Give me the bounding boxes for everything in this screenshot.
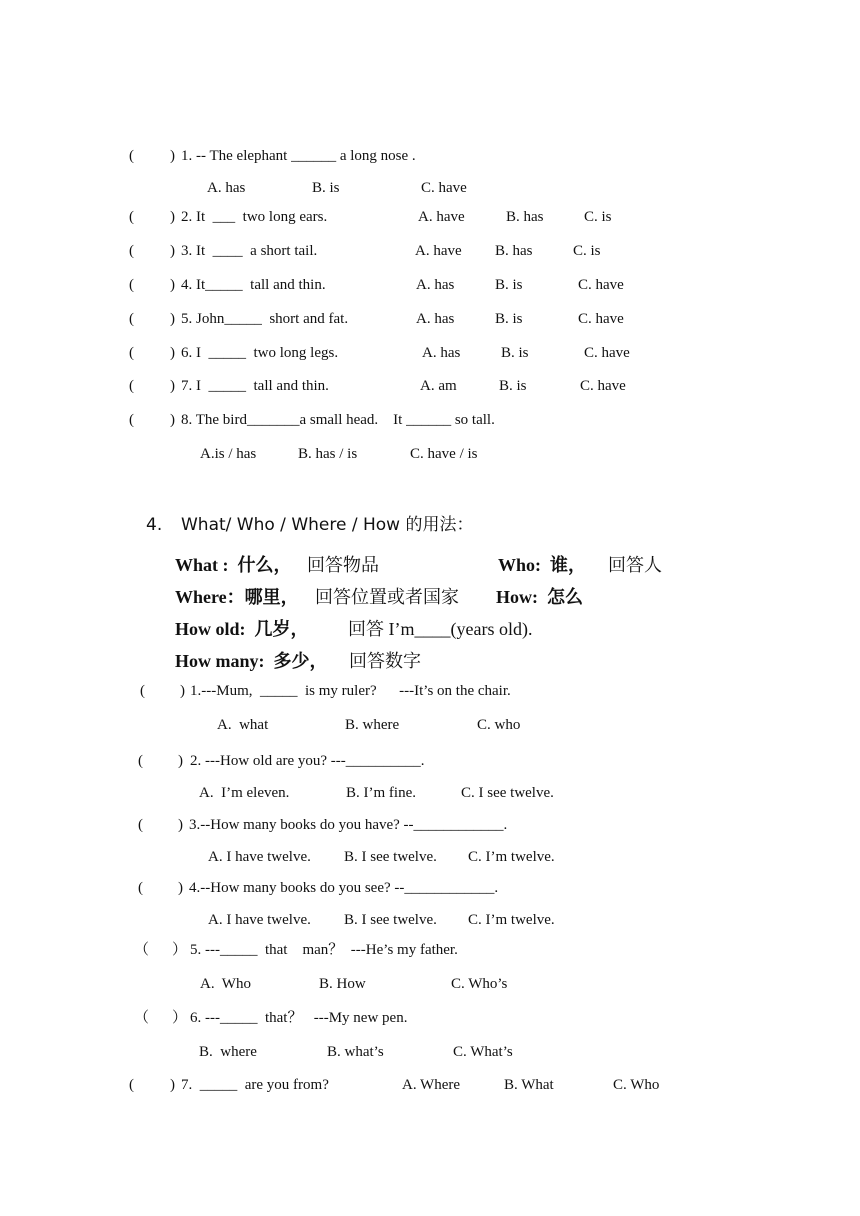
q8-stem: 8. The bird_______a small head. It ______ so tall.	[181, 412, 495, 428]
q3-paren-open: (	[129, 243, 134, 259]
s4-q4-stem: 4.--How many books do you see? --____________.	[189, 880, 499, 896]
q1-stem: 1. -- The elephant ______ a long nose .	[181, 148, 416, 164]
q3-option-c: C. is	[573, 243, 601, 259]
s4-q2-stem: 2. ---How old are you? ---__________.	[190, 753, 425, 769]
s4-q5-paren-close: ）	[172, 942, 188, 958]
s4-q2-option-b: B. I’m fine.	[346, 785, 416, 801]
q5-option-a: A. has	[416, 311, 455, 327]
s4-q7-paren-open: (	[129, 1077, 134, 1093]
s4-q1-paren-open: (	[140, 683, 145, 699]
q3-option-b: B. has	[495, 243, 533, 259]
s4-q4-paren-open: (	[138, 880, 143, 896]
q5-option-c: C. have	[578, 311, 624, 327]
q1-option-a: A. has	[207, 180, 246, 196]
note-what-key: What : 什么，	[175, 555, 292, 575]
q6-option-a: A. has	[422, 345, 461, 361]
s4-q7-option-c: C. Who	[613, 1077, 660, 1093]
q7-option-b: B. is	[499, 378, 527, 394]
s4-q5-paren-open: （	[134, 942, 150, 958]
q5-paren-open: (	[129, 311, 134, 327]
q4-paren-open: (	[129, 277, 134, 293]
s4-q1-paren-close: )	[180, 683, 185, 699]
s4-q5-option-a: A. Who	[200, 976, 251, 992]
s4-q2-option-a: A. I’m eleven.	[199, 785, 290, 801]
q7-option-a: A. am	[420, 378, 457, 394]
q8-option-b: B. has / is	[298, 446, 358, 462]
q4-option-a: A. has	[416, 277, 455, 293]
s4-q3-option-c: C. I’m twelve.	[468, 849, 555, 865]
q5-stem: 5. John_____ short and fat.	[181, 311, 349, 327]
q3-stem: 3. It ____ a short tail.	[181, 243, 318, 259]
q2-option-a: A. have	[418, 209, 465, 225]
s4-q6-option-b: B. what’s	[327, 1044, 384, 1060]
note-what-desc: 回答物品	[307, 555, 379, 575]
s4-q2-paren-close: )	[178, 753, 183, 769]
s4-q1-option-c: C. who	[477, 717, 521, 733]
s4-q3-option-a: A. I have twelve.	[208, 849, 311, 865]
s4-q1-stem: 1.---Mum, _____ is my ruler? ---It’s on the chair.	[190, 683, 511, 699]
note-who-key: Who: 谁，	[498, 555, 587, 575]
q2-paren-close: )	[170, 209, 175, 225]
note-where-desc: 回答位置或者国家	[315, 587, 459, 607]
s4-q4-option-c: C. I’m twelve.	[468, 912, 555, 928]
q1-option-c: C. have	[421, 180, 467, 196]
s4-q2-paren-open: (	[138, 753, 143, 769]
q4-option-b: B. is	[495, 277, 523, 293]
q2-option-b: B. has	[506, 209, 544, 225]
q8-paren-open: (	[129, 412, 134, 428]
q5-option-b: B. is	[495, 311, 523, 327]
q3-option-a: A. have	[415, 243, 462, 259]
s4-q3-option-b: B. I see twelve.	[344, 849, 437, 865]
s4-q3-paren-open: (	[138, 817, 143, 833]
q6-paren-close: )	[170, 345, 175, 361]
s4-q7-stem: 7. _____ are you from?	[181, 1077, 329, 1093]
q5-paren-close: )	[170, 311, 175, 327]
section4-title: What/ Who / Where / How 的用法：	[181, 515, 474, 535]
s4-q2-option-c: C. I see twelve.	[461, 785, 554, 801]
s4-q6-stem: 6. ---_____ that？ ---My new pen.	[190, 1010, 408, 1026]
q6-stem: 6. I _____ two long legs.	[181, 345, 339, 361]
s4-q6-paren-open: （	[134, 1010, 150, 1026]
note-who-desc: 回答人	[608, 555, 662, 575]
q8-option-c: C. have / is	[410, 446, 478, 462]
note-where-key: Where：哪里，	[175, 587, 299, 607]
q1-option-b: B. is	[312, 180, 340, 196]
q1-paren-close: )	[170, 148, 175, 164]
q4-stem: 4. It_____ tall and thin.	[181, 277, 326, 293]
s4-q6-option-a: B. where	[199, 1044, 257, 1060]
note-howold-desc: 回答 I’m____(years old).	[348, 619, 533, 639]
q8-option-a: A.is / has	[200, 446, 257, 462]
q8-paren-close: )	[170, 412, 175, 428]
q1-paren-open: (	[129, 148, 134, 164]
q4-option-c: C. have	[578, 277, 624, 293]
q7-paren-open: (	[129, 378, 134, 394]
q2-option-c: C. is	[584, 209, 612, 225]
s4-q5-option-b: B. How	[319, 976, 366, 992]
s4-q1-option-a: A. what	[217, 717, 269, 733]
q2-stem: 2. It ___ two long ears.	[181, 209, 328, 225]
s4-q5-stem: 5. ---_____ that man？ ---He’s my father.	[190, 942, 458, 958]
s4-q6-option-c: C. What’s	[453, 1044, 513, 1060]
s4-q4-paren-close: )	[178, 880, 183, 896]
q3-paren-close: )	[170, 243, 175, 259]
s4-q4-option-b: B. I see twelve.	[344, 912, 437, 928]
q7-stem: 7. I _____ tall and thin.	[181, 378, 329, 394]
s4-q7-paren-close: )	[170, 1077, 175, 1093]
note-howmany-key: How many: 多少，	[175, 651, 328, 671]
s4-q1-option-b: B. where	[345, 717, 400, 733]
s4-q4-option-a: A. I have twelve.	[208, 912, 311, 928]
note-howmany-desc: 回答数字	[349, 651, 421, 671]
s4-q3-paren-close: )	[178, 817, 183, 833]
q6-option-b: B. is	[501, 345, 529, 361]
note-howold-key: How old: 几岁，	[175, 619, 309, 639]
q6-option-c: C. have	[584, 345, 630, 361]
q4-paren-close: )	[170, 277, 175, 293]
section4-number: 4.	[146, 515, 163, 535]
q7-paren-close: )	[170, 378, 175, 394]
note-how-key: How: 怎么	[496, 587, 583, 607]
s4-q6-paren-close: ）	[172, 1010, 188, 1026]
s4-q3-stem: 3.--How many books do you have? --____________.	[189, 817, 508, 833]
s4-q7-option-b: B. What	[504, 1077, 554, 1093]
q2-paren-open: (	[129, 209, 134, 225]
s4-q7-option-a: A. Where	[402, 1077, 461, 1093]
s4-q5-option-c: C. Who’s	[451, 976, 508, 992]
q6-paren-open: (	[129, 345, 134, 361]
q7-option-c: C. have	[580, 378, 626, 394]
